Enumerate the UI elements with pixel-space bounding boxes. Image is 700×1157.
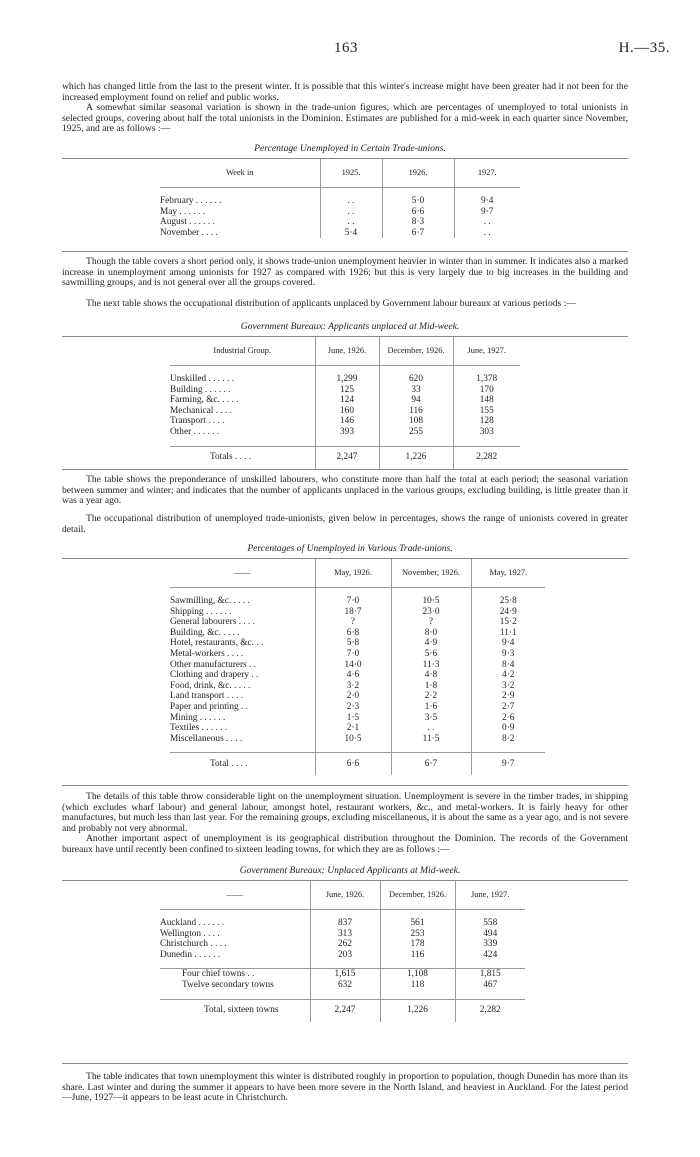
table-row: Paper and printing . . 2·3 1·6 2·7 — [170, 702, 545, 713]
data-table — [170, 337, 520, 469]
table-row: General labourers . . . . ? ? 15·2 — [170, 617, 545, 628]
table-rule — [62, 1063, 628, 1064]
column-header: —— — [226, 889, 244, 899]
column-header: —— — [233, 567, 251, 577]
table-row: Clothing and drapery . . 4·6 4·8 4·2 — [170, 670, 545, 681]
table-row: Mechanical . . . . 160 116 155 — [170, 406, 520, 417]
column-header: December, 1926. — [380, 881, 455, 910]
table-row: Miscellaneous . . . . 10·5 11·5 8·2 — [170, 734, 545, 745]
table-row: Wellington . . . . 313 253 494 — [160, 929, 525, 940]
column-header: 1927. — [454, 159, 520, 188]
table-row: Sawmilling, &c. . . . . 7·0 10·5 25·8 — [170, 596, 545, 607]
data-table — [160, 881, 525, 1022]
column-header: 1926. — [382, 159, 454, 188]
table-row: Other manufacturers . . 14·0 11·3 8·4 — [170, 660, 545, 671]
table-caption: Percentage Unemployed in Certain Trade-unions. — [254, 143, 446, 154]
column-header: November, 1926. — [391, 559, 471, 588]
column-header: June, 1927. — [455, 881, 525, 910]
paragraph: A somewhat similar seasonal variation is shown in the trade-union figures, which are percentages of unemployed to total unionists in selected groups, covering about half the total unionists in the Dominion. Estimates are published for a mid-week in each quarter since November, 1925, and are as follows :— — [62, 102, 628, 135]
paragraph: The next table shows the occupational distribution of applicants unplaced by Government labour bureaux at various periods :— — [86, 298, 576, 309]
table-row: Christchurch . . . . 262 178 339 — [160, 939, 525, 950]
column-header: June, 1926. — [315, 337, 379, 366]
table-row: Transport . . . . 146 108 128 — [170, 416, 520, 427]
table-rule — [62, 785, 628, 786]
data-table — [160, 159, 520, 238]
table-row: November . . . . 5·4 6·7 . . — [160, 228, 520, 239]
table-row: Food, drink, &c. . . . . 3·2 1·8 3·2 — [170, 681, 545, 692]
column-header: December, 1926. — [379, 337, 453, 366]
table-row: Hotel, restaurants, &c. . . 5·8 4·9 9·4 — [170, 638, 545, 649]
column-header: June, 1926. — [310, 881, 380, 910]
table-row: Unskilled . . . . . . 1,299 620 1,378 — [170, 374, 520, 385]
data-table — [170, 559, 545, 775]
paragraph: which has changed little from the last to the present winter. It is possible that this winter's increase might have been greater had it not been for the increased employment found on relief and public works. — [62, 81, 628, 103]
column-header: May, 1926. — [315, 559, 391, 588]
total-row: Total . . . . 6·6 6·7 9·7 — [170, 753, 545, 776]
table-caption: Government Bureaux: Unplaced Applicants at Mid-week. — [239, 865, 461, 876]
table-row: February . . . . . . . . 5·0 9·4 — [160, 196, 520, 207]
paragraph: The details of this table throw considerable light on the unemployment situation. Unemployment is severe in the timber trades, in shipping (which excludes wharf labour) and general labour, amongst hotel, restaurant workers, &c., and metal-workers. It is fairly heavy for other manufactures, but much less than last year. For the remaining groups, excluding miscellaneous, it is about the same as a year ago, and is not severe and probably not very abnormal. — [62, 791, 628, 834]
column-header: May, 1927. — [471, 559, 545, 588]
column-header: Week in — [226, 167, 254, 177]
table-row: Farming, &c. . . . . 124 94 148 — [170, 395, 520, 406]
table-row: Auckland . . . . . . 837 561 558 — [160, 918, 525, 929]
table-row: Land transport . . . . 2·0 2·2 2·9 — [170, 691, 545, 702]
table-rule — [62, 469, 628, 470]
table-row: Shipping . . . . . . 18·7 23·0 24·9 — [170, 607, 545, 618]
table-row: Building, &c. . . . . 6·8 8·0 11·1 — [170, 628, 545, 639]
table-row: August . . . . . . . . 8·3 . . — [160, 217, 520, 228]
subtotal-row: Four chief towns . . 1,615 1,108 1,815 — [160, 969, 525, 980]
paragraph: The occupational distribution of unemployed trade-unionists, given below in percentages, shows the range of unionists covered in greater detail. — [62, 513, 628, 535]
table-row: Dunedin . . . . . . 203 116 424 — [160, 950, 525, 961]
page-number: 163 — [334, 40, 358, 56]
table-caption: Percentages of Unemployed in Various Trade-unions. — [247, 543, 453, 554]
paragraph: Another important aspect of unemployment is its geographical distribution throughout the Dominion. The records of the Government bureaux have until recently been confined to sixteen leading towns, for which they are as follows :— — [62, 833, 628, 855]
paragraph: The table shows the preponderance of unskilled labourers, who constitute more than half the total at each period; the seasonal variation between summer and winter; and indicates that the number of applicants unplaced in the various groups, excluding building, is little greater than it was a year ago. — [62, 474, 628, 507]
table-row: Mining . . . . . . 1·5 3·5 2·6 — [170, 713, 545, 724]
subtotal-row: Twelve secondary towns 632 118 467 — [160, 980, 525, 991]
table-row: Textiles . . . . . . 2·1 . . 0·9 — [170, 723, 545, 734]
table-rule — [62, 251, 628, 252]
paragraph: The table indicates that town unemployment this winter is distributed roughly in proportion to population, though Dunedin has more than its share. Last winter and during the summer it appears to have been more severe in the North Island, and heaviest in Auckland. For the latest period—June, 1927—it appears to be least acute in Christchurch. — [62, 1071, 628, 1104]
table-row: May . . . . . . . . 6·6 9·7 — [160, 207, 520, 218]
document-reference: H.—35. — [618, 40, 670, 56]
table-caption: Government Bureaux: Applicants unplaced at Mid-week. — [240, 321, 460, 332]
total-row: Total, sixteen towns 2,247 1,226 2,282 — [160, 999, 525, 1022]
column-header: 1925. — [320, 159, 382, 188]
table-row: Metal-workers . . . . 7·0 5·6 9·3 — [170, 649, 545, 660]
total-row: Totals . . . . 2,247 1,226 2,282 — [170, 446, 520, 469]
column-header: June, 1927. — [453, 337, 520, 366]
table-row: Building . . . . . . 125 33 170 — [170, 385, 520, 396]
paragraph: Though the table covers a short period only, it shows trade-union unemployment heavier in winter than in summer. It indicates also a marked increase in unemployment among unionists for 1927 as compared with 1926; but this is very largely due to big increases in the building and sawmilling groups, and is not general over all the groups covered. — [62, 256, 628, 289]
column-header: Industrial Group. — [213, 345, 272, 355]
table-row: Other . . . . . . 393 255 303 — [170, 427, 520, 438]
